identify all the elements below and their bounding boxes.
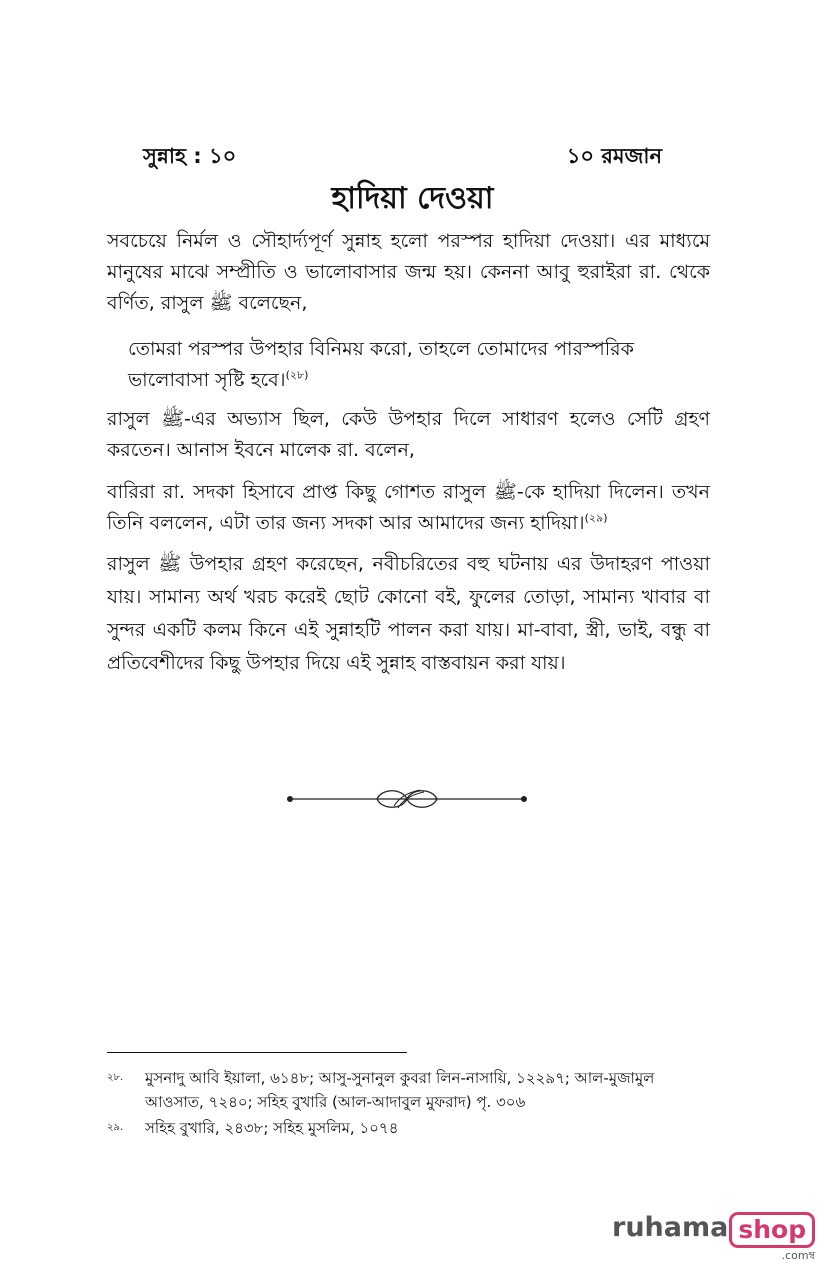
hadith-quote-2-text: বারিরা রা. সদকা হিসাবে প্রাপ্ত কিছু গোশত রাসুল ﷺ-কে হাদিয়া দিলেন। তখন তিনি বললেন, এটা তার জন্য সদকা আর আমাদের জন্য হাদিয়া। xyxy=(107,481,710,534)
ruhamashop-logo xyxy=(612,1212,815,1260)
paragraph-conclusion: রাসুল ﷺ উপহার গ্রহণ করেছেন, নবীচরিতের বহু ঘটনায় এর উদাহরণ পাওয়া যায়। সামান্য অর্থ খরচ করেই ছোট কোনো বই, ফুলের তোড়া, সামান্য খাবার বা সুন্দর একটি কলম কিনে এই সুন্নাহটি পালন করা যায়। মা-বাবা, স্ত্রী, ভাই, বন্ধু বা প্রতিবেশীদের কিছু উপহার দিয়ে এই সুন্নাহ বাস্তবায়ন করা যায়। xyxy=(107,553,711,674)
hadith-quote-1-text: তোমরা পরস্পর উপহার বিনিময় করো, তাহলে তোমাদের পারস্পরিক ভালোবাসা সৃষ্টি হবে। xyxy=(128,338,634,391)
hadith-quote-1 xyxy=(128,334,688,396)
footnote-28-number: ২৮. xyxy=(107,1072,124,1083)
footnote-divider xyxy=(107,1052,407,1053)
footnote-29-number: ২৯. xyxy=(107,1122,124,1133)
footnote-29 xyxy=(107,1116,710,1140)
logo-ruhama-text: ruhama xyxy=(612,1212,729,1243)
paragraph-intro: সবচেয়ে নির্মল ও সৌহার্দ্যপূর্ণ সুন্নাহ হলো পরস্পর হাদিয়া দেওয়া। এর মাধ্যমে মানুষের মাঝে সম্প্রীতি ও ভালোবাসার জন্ম হয়। কেননা আবু হুরাইরা রা. থেকে বর্ণিত, রাসুল ﷺ বলেছেন, xyxy=(107,230,710,314)
footnote-ref-28: (২৮) xyxy=(285,368,309,382)
footnote-28 xyxy=(107,1066,710,1114)
ramadan-day: ১০ রমজান xyxy=(566,144,662,168)
logo-shop-text: shop xyxy=(729,1212,815,1248)
footnote-ref-29: (২৯) xyxy=(584,511,608,525)
hadith-quote-2 xyxy=(107,477,710,539)
sunnah-number: সুন্নাহ : ১০ xyxy=(143,144,237,168)
footnote-28-text: মুসনাদু আবি ইয়ালা, ৬১৪৮; আসু-সুনানুল কুবরা লিন-নাসায়ি, ১২২৯৭; আল-মুজামুল আওসাত, ৭২৪০; সহিহ বুখারি (আল-আদাবুল মুফরাদ) পৃ. ৩০৬ xyxy=(145,1069,655,1111)
footnote-29-text: সহিহ বুখারি, ২৪৩৮; সহিহ মুসলিম, ১০৭৪ xyxy=(145,1119,399,1137)
paragraph-habit: রাসুল ﷺ-এর অভ্যাস ছিল, কেউ উপহার দিলে সাধারণ হলেও সেটি গ্রহণ করতেন। আনাস ইবনে মালেক রা. বলেন, xyxy=(107,408,711,461)
page-title: হাদিয়া দেওয়া xyxy=(331,181,494,216)
ornament-divider-icon xyxy=(282,784,532,814)
logo-com-text: .comম্ব xyxy=(781,1249,816,1262)
